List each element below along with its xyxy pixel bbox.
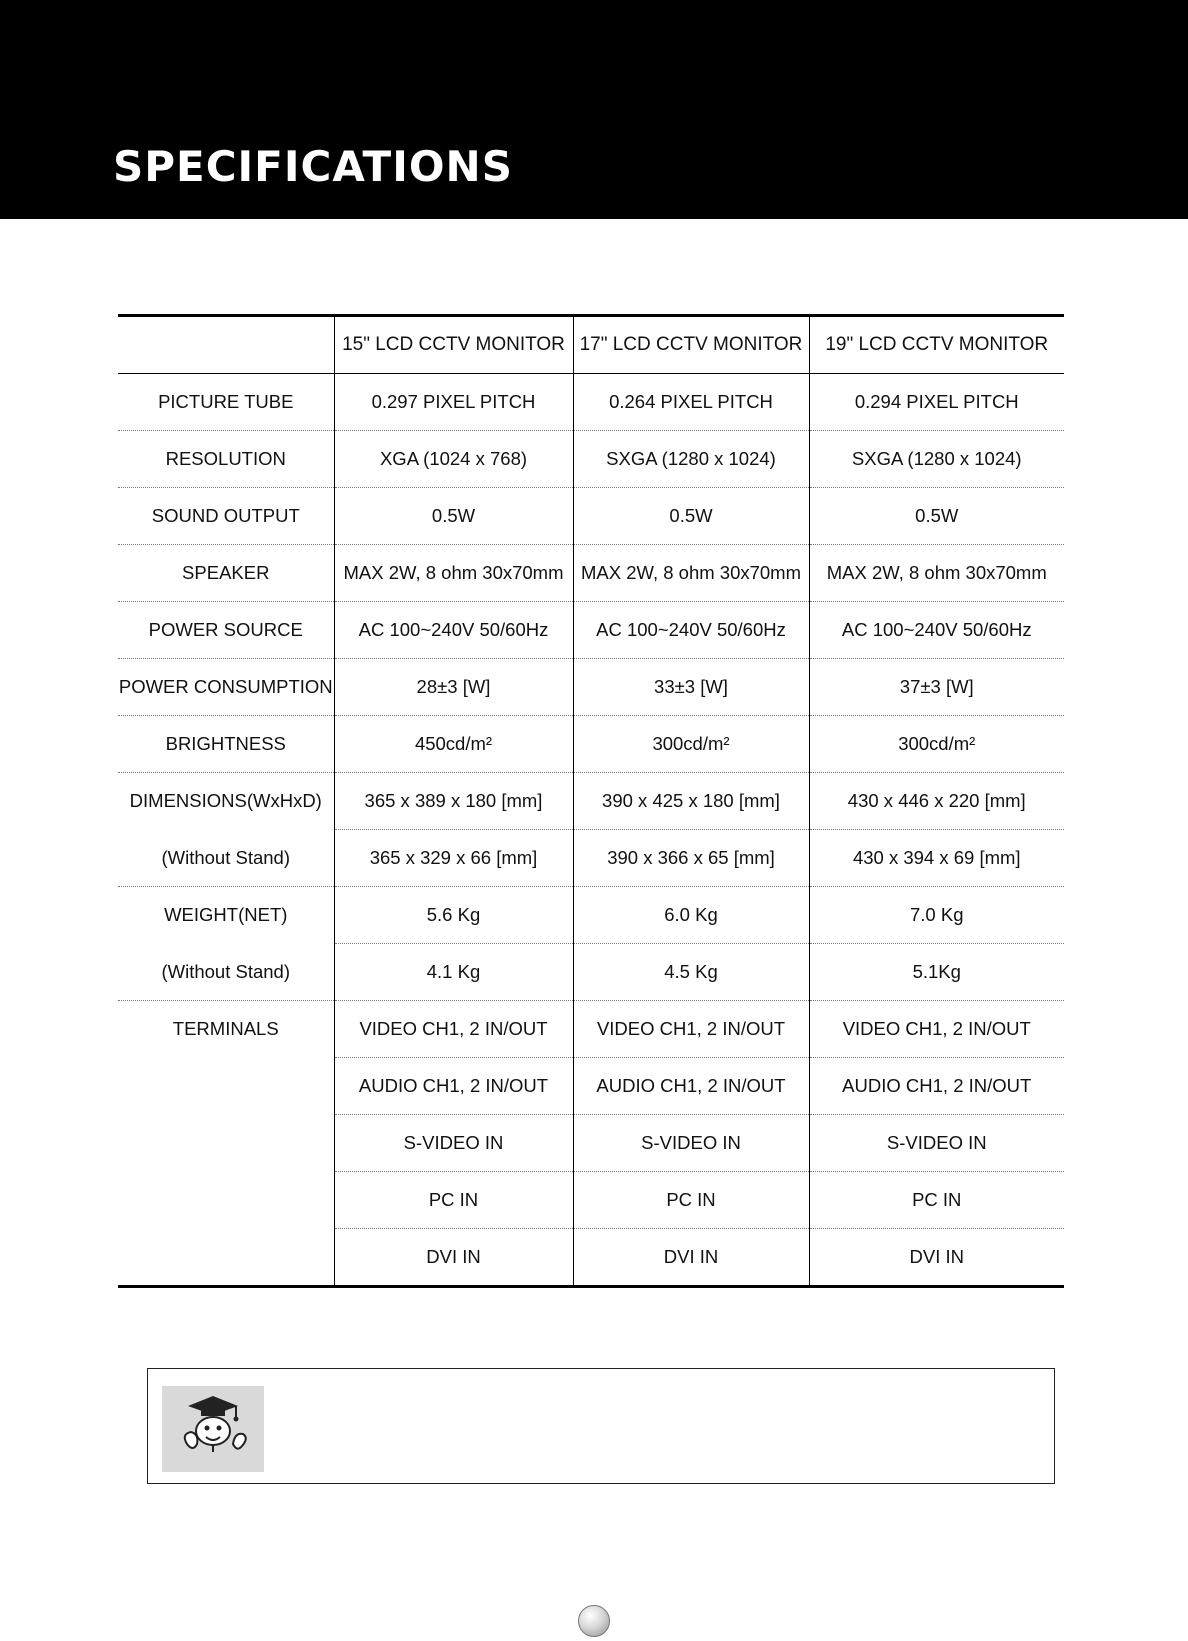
cell-19: 37±3 [W] <box>809 659 1064 716</box>
cell-19: PC IN <box>809 1172 1064 1229</box>
cell-15: VIDEO CH1, 2 IN/OUT <box>334 1001 573 1058</box>
cell-19: 0.5W <box>809 488 1064 545</box>
cell-19: AC 100~240V 50/60Hz <box>809 602 1064 659</box>
cell-17: AC 100~240V 50/60Hz <box>573 602 809 659</box>
cell-17: 6.0 Kg <box>573 887 809 944</box>
header-band <box>0 0 1188 219</box>
table-row <box>118 659 1064 716</box>
cell-17: 0.5W <box>573 488 809 545</box>
cell-15: MAX 2W, 8 ohm 30x70mm <box>334 545 573 602</box>
row-label: POWER SOURCE <box>118 602 334 659</box>
row-label <box>118 1058 334 1115</box>
row-label: WEIGHT(NET) <box>164 904 288 926</box>
cell-19: S-VIDEO IN <box>809 1115 1064 1172</box>
cell-17: 4.5 Kg <box>573 944 809 1001</box>
cell-15: 5.6 Kg <box>334 887 573 944</box>
table-row <box>118 1058 1064 1115</box>
specifications-table <box>118 314 1064 1288</box>
table-row <box>118 944 1064 1001</box>
cell-15: AUDIO CH1, 2 IN/OUT <box>334 1058 573 1115</box>
table-row <box>118 1001 1064 1058</box>
table-row <box>118 716 1064 773</box>
cell-15: AC 100~240V 50/60Hz <box>334 602 573 659</box>
cell-19: 430 x 394 x 69 [mm] <box>809 830 1064 887</box>
cell-15: S-VIDEO IN <box>334 1115 573 1172</box>
cell-15: 450cd/m² <box>334 716 573 773</box>
cell-15: DVI IN <box>334 1229 573 1287</box>
cell-17: AUDIO CH1, 2 IN/OUT <box>573 1058 809 1115</box>
cell-19: 430 x 446 x 220 [mm] <box>809 773 1064 830</box>
table-header-row <box>118 316 1064 374</box>
page-marker-circle <box>578 1605 610 1637</box>
row-label: SOUND OUTPUT <box>118 488 334 545</box>
cell-17: PC IN <box>573 1172 809 1229</box>
table-row <box>118 773 1064 830</box>
column-header-19: 19" LCD CCTV MONITOR <box>809 316 1064 374</box>
row-label <box>118 1115 334 1172</box>
cell-15: XGA (1024 x 768) <box>334 431 573 488</box>
cell-15: PC IN <box>334 1172 573 1229</box>
table-row <box>118 602 1064 659</box>
cell-17: 390 x 366 x 65 [mm] <box>573 830 809 887</box>
cell-19: SXGA (1280 x 1024) <box>809 431 1064 488</box>
table-row <box>118 1229 1064 1287</box>
cell-15: 0.5W <box>334 488 573 545</box>
table-row <box>118 1115 1064 1172</box>
table-row <box>118 374 1064 431</box>
cell-17: SXGA (1280 x 1024) <box>573 431 809 488</box>
cell-15: 4.1 Kg <box>334 944 573 1001</box>
cell-17: 300cd/m² <box>573 716 809 773</box>
cell-15: 365 x 389 x 180 [mm] <box>334 773 573 830</box>
row-label <box>118 1172 334 1229</box>
table-row <box>118 887 1064 944</box>
header-corner-cell <box>118 316 334 374</box>
cell-15: 28±3 [W] <box>334 659 573 716</box>
cell-17: MAX 2W, 8 ohm 30x70mm <box>573 545 809 602</box>
row-label: PICTURE TUBE <box>118 374 334 431</box>
cell-19: DVI IN <box>809 1229 1064 1287</box>
cell-15: 365 x 329 x 66 [mm] <box>334 830 573 887</box>
cell-19: VIDEO CH1, 2 IN/OUT <box>809 1001 1064 1058</box>
row-label: (Without Stand) <box>118 830 334 887</box>
table-row <box>118 830 1064 887</box>
cell-17: 0.264 PIXEL PITCH <box>573 374 809 431</box>
cell-17: 33±3 [W] <box>573 659 809 716</box>
cell-19: MAX 2W, 8 ohm 30x70mm <box>809 545 1064 602</box>
row-label <box>118 1229 334 1287</box>
table-row <box>118 545 1064 602</box>
cell-17: 390 x 425 x 180 [mm] <box>573 773 809 830</box>
cell-17: S-VIDEO IN <box>573 1115 809 1172</box>
cell-19: 300cd/m² <box>809 716 1064 773</box>
cell-17: VIDEO CH1, 2 IN/OUT <box>573 1001 809 1058</box>
row-label: TERMINALS <box>172 1018 279 1040</box>
table-row <box>118 431 1064 488</box>
row-label: DIMENSIONS(WxHxD) <box>129 790 322 812</box>
cell-19: 0.294 PIXEL PITCH <box>809 374 1064 431</box>
row-label: (Without Stand) <box>118 944 334 1001</box>
row-label: RESOLUTION <box>118 431 334 488</box>
column-header-15: 15" LCD CCTV MONITOR <box>334 316 573 374</box>
cell-19: 7.0 Kg <box>809 887 1064 944</box>
row-label: BRIGHTNESS <box>118 716 334 773</box>
cell-17: DVI IN <box>573 1229 809 1287</box>
page-title: SPECIFICATIONS <box>113 142 513 191</box>
row-label: POWER CONSUMPTION <box>118 659 334 716</box>
table-row <box>118 488 1064 545</box>
column-header-17: 17" LCD CCTV MONITOR <box>573 316 809 374</box>
table-row <box>118 1172 1064 1229</box>
cell-15: 0.297 PIXEL PITCH <box>334 374 573 431</box>
graduate-mascot-icon <box>162 1386 264 1472</box>
cell-19: 5.1Kg <box>809 944 1064 1001</box>
cell-19: AUDIO CH1, 2 IN/OUT <box>809 1058 1064 1115</box>
note-box <box>147 1368 1055 1484</box>
row-label: SPEAKER <box>118 545 334 602</box>
